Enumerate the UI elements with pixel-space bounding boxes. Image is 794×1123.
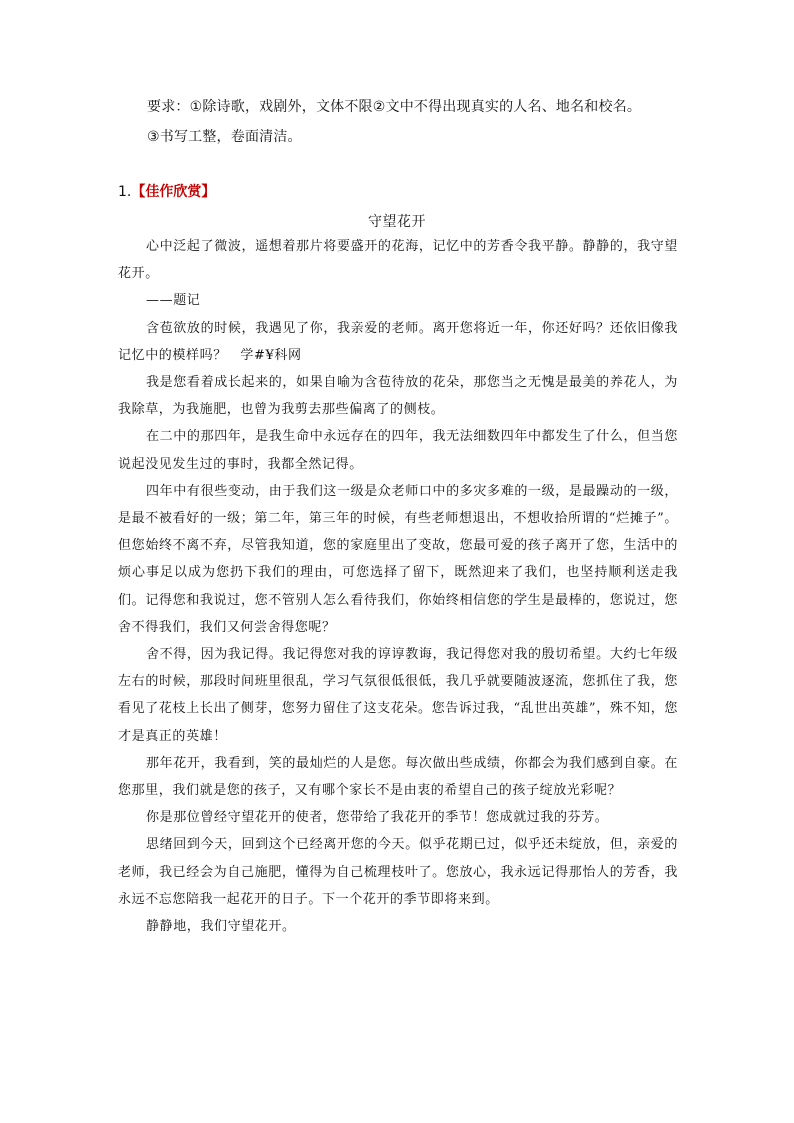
essay-paragraph: 你是那位曾经守望花开的使者，您带给了我花开的季节！您成就过我的芬芳。 bbox=[146, 810, 609, 826]
essay-paragraph: 思绪回到今天，回到这个已经离开您的今天。似乎花期已过，似乎还未绽放，但，亲爱的老师，我已经会为自己施肥，懂得为自己梳理枝叶了。您放心，我永远记得那怡人的芳香，我永远不忘您陪我一起花开的日子。下一个花开的季节即将来到。 bbox=[118, 837, 678, 907]
essay-paragraph: 舍不得，因为我记得。我记得您对我的谆谆教诲，我记得您对我的殷切希望。大约七年级左右的时候，那段时间班里很乱，学习气氛很低很低，我几乎就要随波逐流，您抓住了我，您看见了花枝上长出了侧芽，您努力留住了这支花朵。您告诉过我，“乱世出英雄”，殊不知，您才是真正的英雄！ bbox=[118, 647, 678, 744]
section-number: 1. bbox=[118, 184, 132, 200]
essay-paragraph: 含苞欲放的时候，我遇见了你，我亲爱的老师。离开您将近一年，你还好吗？还依旧像我记忆中的模样吗？ 学#¥科网 bbox=[118, 320, 678, 363]
essay-paragraph: 我是您看着成长起来的，如果自喻为含苞待放的花朵，那您当之无愧是最美的养花人，为我除草，为我施肥，也曾为我剪去那些偏离了的侧枝。 bbox=[118, 375, 678, 418]
requirement-text: 要求：①除诗歌，戏剧外，文体不限②文中不得出现真实的人名、地名和校名。③书写工整，卷面清洁。 bbox=[147, 99, 642, 145]
essay-paragraph: 静静地，我们守望花开。 bbox=[146, 919, 296, 935]
essay-paragraph: 四年中有很些变动，由于我们这一级是众老师口中的多灾多难的一级，是最躁动的一级，是最不被看好的一级；第二年，第三年的时候，有些老师想退出，不想收拾所谓的“烂摊子”。但您始终不离不弃，尽管我知道，您的家庭里出了变故，您最可爱的孩子离开了您，生活中的烦心事足以成为您扔下我们的理由，可您选择了留下，既然迎来了我们，也坚持顺利送走我们。记得您和我说过，您不管别人怎么看待我们，你始终相信您的学生是最棒的，您说过，您舍不得我们，我们又何尝舍得您呢？ bbox=[118, 483, 678, 635]
essay-paragraph: 那年花开，我看到，笑的最灿烂的人是您。每次做出些成绩，你都会为我们感到自豪。在您那里，我们就是您的孩子，又有哪个家长不是由衷的希望自己的孩子绽放光彩呢？ bbox=[118, 755, 678, 799]
essay-paragraph: 心中泛起了微波，遥想着那片将要盛开的花海，记忆中的芳香令我平静。静静的，我守望花开。 bbox=[118, 239, 678, 282]
essay-paragraph: 在二中的那四年，是我生命中永远存在的四年，我无法细数四年中都发生了什么，但当您说起没见发生过的事时，我都全然记得。 bbox=[118, 429, 678, 472]
section-heading bbox=[118, 177, 215, 207]
epigraph-signature: ——题记 bbox=[146, 293, 201, 309]
essay-body bbox=[118, 233, 678, 940]
essay-title: 守望花开 bbox=[368, 214, 426, 230]
section-label: 【佳作欣赏】 bbox=[131, 184, 216, 200]
